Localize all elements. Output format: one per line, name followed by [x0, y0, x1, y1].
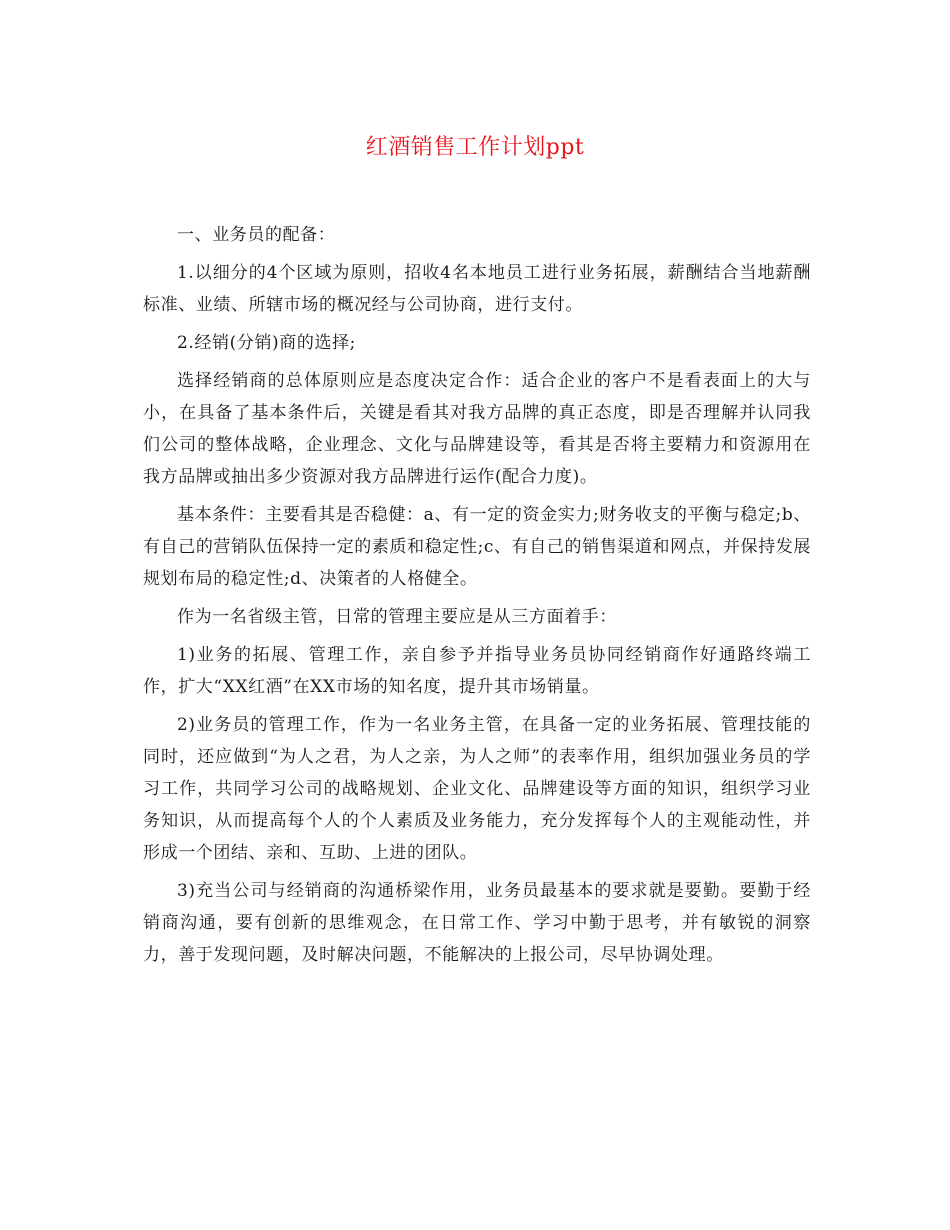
paragraph-recruitment: 1.以细分的4个区域为原则，招收4名本地员工进行业务拓展，薪酬结合当地薪酬标准、业绩、所辖市场的概况经与公司协商，进行支付。: [143, 263, 811, 315]
paragraph-management-intro: 作为一名省级主管，日常的管理主要应是从三方面着手：: [177, 607, 617, 627]
paragraph-basic-conditions: 基本条件：主要看其是否稳健：a、有一定的资金实力;财务收支的平衡与稳定;b、有自己的营销队伍保持一定的素质和稳定性;c、有自己的销售渠道和网点，并保持发展规划布局的稳定性;d、决策者的人格健全。: [143, 505, 811, 589]
section-heading-distributor: 2.经销(分销)商的选择;: [177, 333, 357, 353]
paragraph-point-3: 3)充当公司与经销商的沟通桥梁作用，业务员最基本的要求就是要勤。要勤于经销商沟通，要有创新的思维观念，在日常工作、学习中勤于思考，并有敏锐的洞察力，善于发现问题，及时解决问题，不能解决的上报公司，尽早协调处理。: [143, 881, 811, 965]
paragraph-point-1: 1)业务的拓展、管理工作，亲自参予并指导业务员协同经销商作好通路终端工作，扩大“XX红酒”在XX市场的知名度，提升其市场销量。: [143, 645, 811, 697]
document-body: [143, 219, 811, 971]
paragraph-point-2: 2)业务员的管理工作，作为一名业务主管，在具备一定的业务拓展、管理技能的同时，还应做到“为人之君，为人之亲，为人之师”的表率作用，组织加强业务员的学习工作，共同学习公司的战略规划、企业文化、品牌建设等方面的知识，组织学习业务知识，从而提高每个人的个人素质及业务能力，充分发挥每个人的主观能动性，并形成一个团结、亲和、互助、上进的团队。: [143, 715, 811, 863]
section-heading-salesman: 一、业务员的配备：: [177, 225, 336, 245]
document-title: 红酒销售工作计划ppt: [365, 135, 585, 160]
paragraph-selection-principle: 选择经销商的总体原则应是态度决定合作：适合企业的客户不是看表面上的大与小，在具备了基本条件后，关键是看其对我方品牌的真正态度，即是否理解并认同我们公司的整体战略，企业理念、文化与品牌建设等，看其是否将主要精力和资源用在我方品牌或抽出多少资源对我方品牌进行运作(配合力度)。: [143, 371, 811, 487]
